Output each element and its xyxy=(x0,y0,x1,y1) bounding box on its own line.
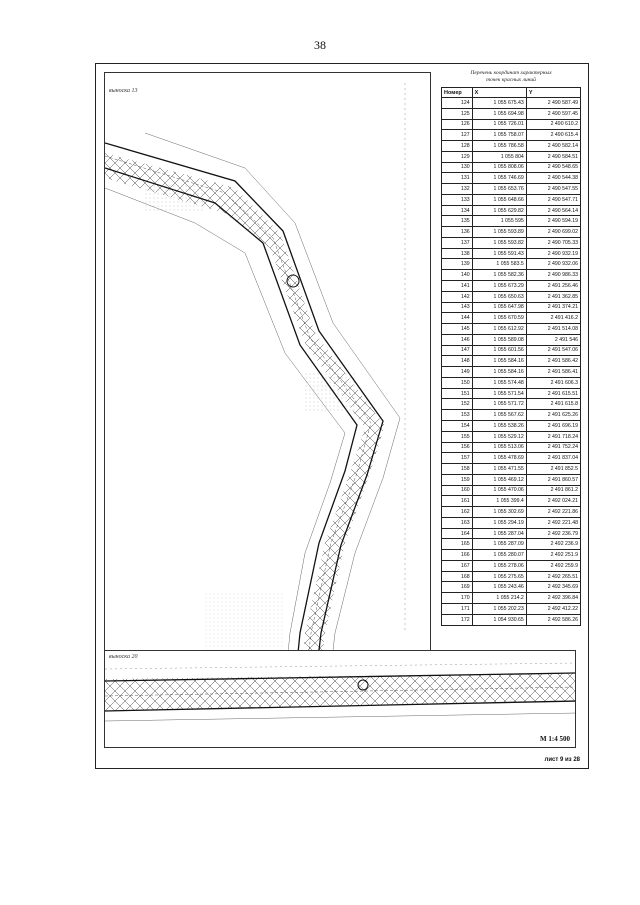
table-row xyxy=(442,162,581,173)
cell-number: 148 xyxy=(442,356,473,367)
cell-number: 141 xyxy=(442,281,473,292)
table-row xyxy=(442,614,581,625)
cell-number: 158 xyxy=(442,464,473,475)
table-row xyxy=(442,151,581,162)
table-row xyxy=(442,184,581,195)
cell-number: 132 xyxy=(442,184,473,195)
cell-y: 2 492 412.22 xyxy=(526,603,580,614)
cell-x: 1 055 746.69 xyxy=(472,173,526,184)
cell-x: 1 055 675.43 xyxy=(472,98,526,109)
table-row xyxy=(442,141,581,152)
cell-x: 1 055 808.06 xyxy=(472,162,526,173)
table-row xyxy=(442,119,581,130)
road-corridor-bottom xyxy=(105,673,576,711)
cell-number: 140 xyxy=(442,270,473,281)
cell-y: 2 491 416.2 xyxy=(526,313,580,324)
header-number: Номер xyxy=(442,88,473,98)
cell-x: 1 055 589.08 xyxy=(472,334,526,345)
cell-number: 149 xyxy=(442,367,473,378)
cell-number: 137 xyxy=(442,237,473,248)
table-row xyxy=(442,130,581,141)
cell-y: 2 491 696.19 xyxy=(526,420,580,431)
cell-x: 1 055 470.06 xyxy=(472,485,526,496)
cell-number: 151 xyxy=(442,388,473,399)
cell-number: 156 xyxy=(442,442,473,453)
table-row xyxy=(442,356,581,367)
cell-y: 2 492 236.9 xyxy=(526,539,580,550)
cell-x: 1 055 612.92 xyxy=(472,324,526,335)
cell-number: 150 xyxy=(442,377,473,388)
cell-y: 2 491 586.41 xyxy=(526,367,580,378)
cell-number: 144 xyxy=(442,313,473,324)
cell-y: 2 491 837.04 xyxy=(526,453,580,464)
table-row xyxy=(442,464,581,475)
cell-x: 1 055 593.82 xyxy=(472,237,526,248)
cell-number: 157 xyxy=(442,453,473,464)
cell-x: 1 055 629.82 xyxy=(472,205,526,216)
cell-x: 1 055 567.62 xyxy=(472,410,526,421)
cell-number: 170 xyxy=(442,593,473,604)
table-row xyxy=(442,528,581,539)
cell-x: 1 055 538.26 xyxy=(472,420,526,431)
table-row xyxy=(442,474,581,485)
cell-y: 2 492 024.21 xyxy=(526,496,580,507)
cell-number: 134 xyxy=(442,205,473,216)
cell-x: 1 054 930.65 xyxy=(472,614,526,625)
cell-number: 171 xyxy=(442,603,473,614)
map-bottom-drawing xyxy=(105,651,576,748)
cell-y: 2 491 256.46 xyxy=(526,281,580,292)
cell-number: 129 xyxy=(442,151,473,162)
table-row xyxy=(442,603,581,614)
cell-number: 155 xyxy=(442,431,473,442)
coordinates-table-block xyxy=(441,70,581,626)
cell-y: 2 490 986.33 xyxy=(526,270,580,281)
cell-y: 2 490 594.19 xyxy=(526,216,580,227)
cell-y: 2 490 932.19 xyxy=(526,248,580,259)
cell-x: 1 055 726.01 xyxy=(472,119,526,130)
cell-number: 168 xyxy=(442,571,473,582)
table-row xyxy=(442,582,581,593)
cell-y: 2 492 221.86 xyxy=(526,507,580,518)
table-body xyxy=(442,98,581,626)
cell-y: 2 491 615.8 xyxy=(526,399,580,410)
table-row xyxy=(442,517,581,528)
header-x: X xyxy=(472,88,526,98)
cell-y: 2 491 861.2 xyxy=(526,485,580,496)
table-row xyxy=(442,367,581,378)
cell-x: 1 055 653.76 xyxy=(472,184,526,195)
coordinates-table xyxy=(441,87,581,626)
dotted-area-3 xyxy=(205,593,285,653)
table-row xyxy=(442,259,581,270)
table-row xyxy=(442,248,581,259)
cell-number: 161 xyxy=(442,496,473,507)
cell-number: 142 xyxy=(442,291,473,302)
table-row xyxy=(442,453,581,464)
cell-x: 1 055 529.12 xyxy=(472,431,526,442)
cell-number: 146 xyxy=(442,334,473,345)
cell-y: 2 490 705.33 xyxy=(526,237,580,248)
cell-y: 2 491 860.57 xyxy=(526,474,580,485)
dotted-area-2 xyxy=(305,373,355,413)
cell-x: 1 055 574.48 xyxy=(472,377,526,388)
cell-y: 2 490 587.49 xyxy=(526,98,580,109)
map-bottom-label: выноска 20 xyxy=(109,654,138,660)
cell-number: 153 xyxy=(442,410,473,421)
sheet-footer: лист 9 из 28 xyxy=(544,757,580,763)
table-header-row xyxy=(442,88,581,98)
cell-number: 128 xyxy=(442,141,473,152)
page-number: 38 xyxy=(314,38,326,52)
cell-x: 1 055 214.2 xyxy=(472,593,526,604)
cell-x: 1 055 595 xyxy=(472,216,526,227)
table-row xyxy=(442,388,581,399)
table-row xyxy=(442,593,581,604)
cell-y: 2 491 615.51 xyxy=(526,388,580,399)
cell-y: 2 490 547.71 xyxy=(526,194,580,205)
table-row xyxy=(442,377,581,388)
table-row xyxy=(442,108,581,119)
cell-y: 2 490 582.14 xyxy=(526,141,580,152)
cell-number: 160 xyxy=(442,485,473,496)
cell-number: 125 xyxy=(442,108,473,119)
cell-y: 2 490 932.06 xyxy=(526,259,580,270)
cell-y: 2 490 544.38 xyxy=(526,173,580,184)
table-row xyxy=(442,194,581,205)
cell-y: 2 492 396.84 xyxy=(526,593,580,604)
bottom-side-line xyxy=(105,713,576,721)
map-bottom-scale: М 1:4 500 xyxy=(540,735,570,743)
cell-x: 1 055 648.66 xyxy=(472,194,526,205)
cell-x: 1 055 601.56 xyxy=(472,345,526,356)
cell-x: 1 055 591.43 xyxy=(472,248,526,259)
table-row xyxy=(442,334,581,345)
cell-x: 1 055 287.04 xyxy=(472,528,526,539)
table-title xyxy=(441,70,581,84)
table-row xyxy=(442,237,581,248)
cell-x: 1 055 275.65 xyxy=(472,571,526,582)
cell-y: 2 491 752.24 xyxy=(526,442,580,453)
cell-number: 139 xyxy=(442,259,473,270)
table-row xyxy=(442,420,581,431)
cell-number: 136 xyxy=(442,227,473,238)
cell-number: 133 xyxy=(442,194,473,205)
cell-y: 2 490 699.02 xyxy=(526,227,580,238)
cell-y: 2 490 615.4 xyxy=(526,130,580,141)
cell-y: 2 491 606.3 xyxy=(526,377,580,388)
cell-x: 1 055 694.98 xyxy=(472,108,526,119)
cell-x: 1 055 287.09 xyxy=(472,539,526,550)
cell-x: 1 055 584.16 xyxy=(472,356,526,367)
table-row xyxy=(442,485,581,496)
cell-y: 2 490 597.45 xyxy=(526,108,580,119)
table-row xyxy=(442,98,581,109)
bottom-side-line-2 xyxy=(105,663,576,669)
cell-x: 1 055 571.72 xyxy=(472,399,526,410)
map-top-label: выноска 13 xyxy=(109,88,138,94)
cell-number: 126 xyxy=(442,119,473,130)
table-row xyxy=(442,313,581,324)
cell-y: 2 491 362.85 xyxy=(526,291,580,302)
cell-number: 127 xyxy=(442,130,473,141)
cell-x: 1 055 278.06 xyxy=(472,560,526,571)
cell-y: 2 492 345.69 xyxy=(526,582,580,593)
table-row xyxy=(442,507,581,518)
cell-number: 138 xyxy=(442,248,473,259)
dotted-area-1 xyxy=(145,183,205,213)
cell-y: 2 491 547.06 xyxy=(526,345,580,356)
cell-number: 162 xyxy=(442,507,473,518)
table-row xyxy=(442,410,581,421)
cell-x: 1 055 670.59 xyxy=(472,313,526,324)
cell-number: 147 xyxy=(442,345,473,356)
table-row xyxy=(442,324,581,335)
cell-x: 1 055 650.63 xyxy=(472,291,526,302)
cell-number: 169 xyxy=(442,582,473,593)
drawing-sheet xyxy=(95,63,589,769)
cell-number: 130 xyxy=(442,162,473,173)
table-row xyxy=(442,431,581,442)
cell-x: 1 055 673.29 xyxy=(472,281,526,292)
table-row xyxy=(442,270,581,281)
cell-y: 2 491 718.24 xyxy=(526,431,580,442)
table-row xyxy=(442,291,581,302)
cell-x: 1 055 294.19 xyxy=(472,517,526,528)
cell-y: 2 491 374.21 xyxy=(526,302,580,313)
cell-y: 2 491 625.26 xyxy=(526,410,580,421)
cell-x: 1 055 469.12 xyxy=(472,474,526,485)
table-row xyxy=(442,227,581,238)
table-row xyxy=(442,539,581,550)
cell-x: 1 055 471.55 xyxy=(472,464,526,475)
cell-y: 2 491 546 xyxy=(526,334,580,345)
map-top-drawing xyxy=(105,73,431,702)
cell-y: 2 491 586.42 xyxy=(526,356,580,367)
cell-x: 1 055 478.69 xyxy=(472,453,526,464)
cell-number: 167 xyxy=(442,560,473,571)
cell-y: 2 490 548.65 xyxy=(526,162,580,173)
cell-x: 1 055 399.4 xyxy=(472,496,526,507)
cell-x: 1 055 202.23 xyxy=(472,603,526,614)
cell-y: 2 492 586.26 xyxy=(526,614,580,625)
cell-y: 2 490 610.2 xyxy=(526,119,580,130)
cell-x: 1 055 786.58 xyxy=(472,141,526,152)
cell-number: 164 xyxy=(442,528,473,539)
cell-x: 1 055 584.16 xyxy=(472,367,526,378)
cell-number: 152 xyxy=(442,399,473,410)
cell-number: 145 xyxy=(442,324,473,335)
cell-x: 1 055 243.46 xyxy=(472,582,526,593)
cell-number: 159 xyxy=(442,474,473,485)
cell-x: 1 055 571.54 xyxy=(472,388,526,399)
cell-y: 2 492 251.9 xyxy=(526,550,580,561)
cell-y: 2 492 221.48 xyxy=(526,517,580,528)
table-row xyxy=(442,216,581,227)
table-row xyxy=(442,205,581,216)
cell-y: 2 491 514.08 xyxy=(526,324,580,335)
cell-number: 165 xyxy=(442,539,473,550)
table-row xyxy=(442,550,581,561)
cell-number: 154 xyxy=(442,420,473,431)
cell-number: 163 xyxy=(442,517,473,528)
cell-x: 1 055 804 xyxy=(472,151,526,162)
table-row xyxy=(442,281,581,292)
cell-number: 143 xyxy=(442,302,473,313)
table-title-line1: Перечень координат характерных xyxy=(470,70,552,76)
map-top xyxy=(104,72,431,702)
cell-y: 2 490 547.55 xyxy=(526,184,580,195)
cell-y: 2 492 236.79 xyxy=(526,528,580,539)
cell-x: 1 055 280.07 xyxy=(472,550,526,561)
cell-y: 2 492 259.9 xyxy=(526,560,580,571)
table-row xyxy=(442,496,581,507)
header-y: Y xyxy=(526,88,580,98)
cell-y: 2 491 852.5 xyxy=(526,464,580,475)
cell-number: 172 xyxy=(442,614,473,625)
cell-x: 1 055 583.5 xyxy=(472,259,526,270)
table-title-line2: точек красных линий xyxy=(486,77,536,83)
cell-x: 1 055 302.69 xyxy=(472,507,526,518)
table-row xyxy=(442,571,581,582)
cell-x: 1 055 593.89 xyxy=(472,227,526,238)
cell-number: 135 xyxy=(442,216,473,227)
cell-number: 124 xyxy=(442,98,473,109)
table-row xyxy=(442,399,581,410)
table-row xyxy=(442,560,581,571)
table-row xyxy=(442,345,581,356)
cell-x: 1 055 647.98 xyxy=(472,302,526,313)
cell-x: 1 055 582.36 xyxy=(472,270,526,281)
cell-number: 166 xyxy=(442,550,473,561)
cell-y: 2 490 584.51 xyxy=(526,151,580,162)
map-bottom xyxy=(104,650,576,748)
cell-x: 1 055 758.07 xyxy=(472,130,526,141)
cell-x: 1 055 513.06 xyxy=(472,442,526,453)
cell-y: 2 492 265.51 xyxy=(526,571,580,582)
table-row xyxy=(442,302,581,313)
cell-y: 2 490 564.14 xyxy=(526,205,580,216)
table-row xyxy=(442,442,581,453)
table-row xyxy=(442,173,581,184)
cell-number: 131 xyxy=(442,173,473,184)
